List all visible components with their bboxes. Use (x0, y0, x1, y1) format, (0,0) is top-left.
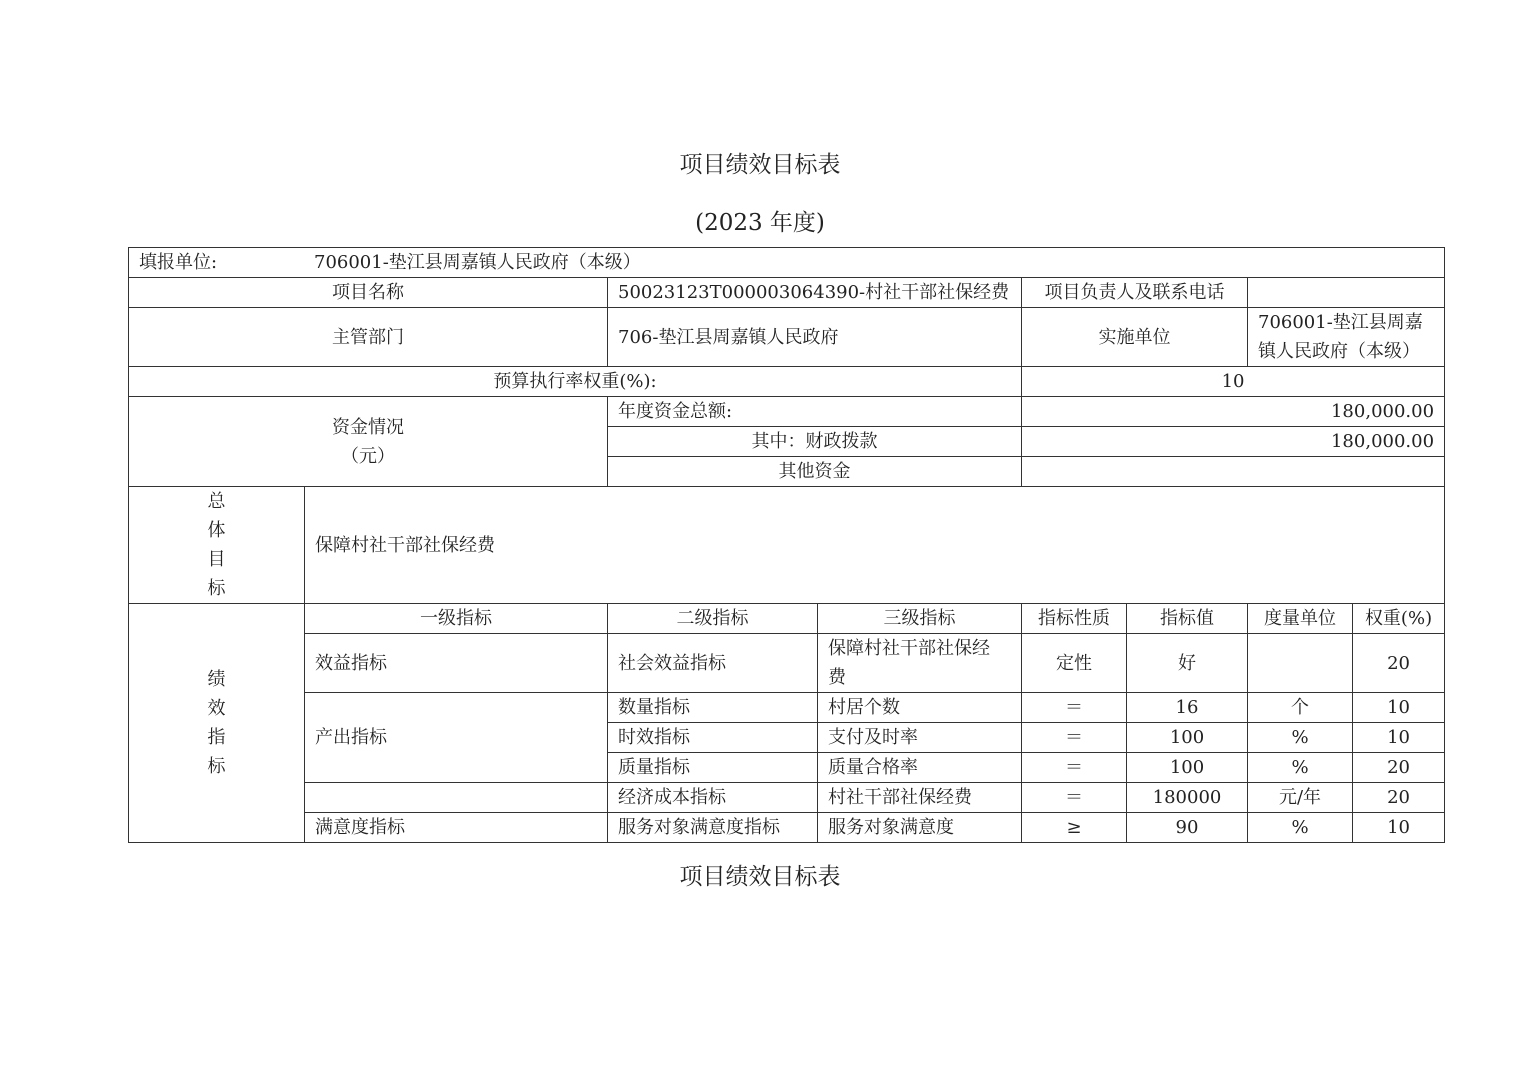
satisfaction-level1: 满意度指标 (305, 813, 608, 843)
output-weight: 10 (1353, 693, 1445, 723)
benefit-nature: 定性 (1022, 634, 1127, 693)
output-level2: 数量指标 (608, 693, 818, 723)
goal-label-char: 体 (207, 520, 226, 541)
output-level2: 质量指标 (608, 753, 818, 783)
funds-total-row (129, 397, 1445, 427)
benefit-level3-line-2: 费 (828, 667, 846, 688)
benefit-level2: 社会效益指标 (608, 634, 818, 693)
impl-value (1248, 308, 1445, 367)
output-nature: ＝ (1022, 693, 1127, 723)
output-nature: ＝ (1022, 723, 1127, 753)
output-unit: 个 (1248, 693, 1353, 723)
unit-cell (129, 248, 1445, 278)
output-weight: 10 (1353, 723, 1445, 753)
goal-label (129, 487, 305, 604)
output-unit: % (1248, 723, 1353, 753)
funds-label (129, 397, 608, 487)
page-title: 项目绩效目标表 (679, 152, 841, 178)
indicators-label-char: 绩 (207, 669, 226, 690)
header-level2: 二级指标 (608, 604, 818, 634)
funds-other-value (1022, 457, 1445, 487)
output-value: 100 (1127, 723, 1248, 753)
unit-label: 填报单位: (139, 252, 218, 273)
impl-value-line-1: 706001-垫江县周嘉 (1258, 312, 1423, 333)
output-unit: % (1248, 753, 1353, 783)
cost-row (129, 783, 1445, 813)
contact-value (1248, 278, 1445, 308)
header-level3: 三级指标 (818, 604, 1022, 634)
next-page-title: 项目绩效目标表 (679, 864, 841, 890)
satisfaction-unit: % (1248, 813, 1353, 843)
cost-level1 (305, 783, 608, 813)
project-name-label: 项目名称 (129, 278, 608, 308)
output-nature: ＝ (1022, 753, 1127, 783)
budget-rate-label: 预算执行率权重(%): (129, 367, 1022, 397)
indicator-header-row (129, 604, 1445, 634)
page-subtitle: (2023 年度) (695, 210, 825, 236)
output-level3: 质量合格率 (818, 753, 1022, 783)
budget-rate-value: 10 (1022, 367, 1445, 397)
benefit-unit (1248, 634, 1353, 693)
benefit-level1: 效益指标 (305, 634, 608, 693)
satisfaction-nature: ≥ (1022, 813, 1127, 843)
output-level3: 村居个数 (818, 693, 1022, 723)
satisfaction-weight: 10 (1353, 813, 1445, 843)
performance-table (128, 247, 1445, 843)
cost-level2: 经济成本指标 (608, 783, 818, 813)
header-value: 指标值 (1127, 604, 1248, 634)
output-value: 100 (1127, 753, 1248, 783)
indicators-label-char: 效 (207, 698, 226, 719)
output-value: 16 (1127, 693, 1248, 723)
indicators-label-char: 标 (207, 756, 226, 777)
satisfaction-row (129, 813, 1445, 843)
cost-unit: 元/年 (1248, 783, 1353, 813)
budget-rate-row (129, 367, 1445, 397)
funds-fiscal-label: 其中：财政拨款 (608, 427, 1022, 457)
output-level2: 时效指标 (608, 723, 818, 753)
funds-label-line-2: （元） (341, 445, 395, 467)
benefit-level3-line-1: 保障村社干部社保经 (828, 638, 990, 659)
impl-label: 实施单位 (1022, 308, 1248, 367)
funds-other-label: 其他资金 (608, 457, 1022, 487)
funds-label-line-1: 资金情况 (332, 416, 404, 438)
output-level3: 支付及时率 (818, 723, 1022, 753)
benefit-row (129, 634, 1445, 693)
contact-label: 项目负责人及联系电话 (1022, 278, 1248, 308)
dept-label: 主管部门 (129, 308, 608, 367)
header-weight: 权重(%) (1353, 604, 1445, 634)
header-level1: 一级指标 (305, 604, 608, 634)
goal-text: 保障村社干部社保经费 (305, 487, 1445, 604)
indicators-label (129, 604, 305, 843)
benefit-value: 好 (1127, 634, 1248, 693)
satisfaction-level3: 服务对象满意度 (818, 813, 1022, 843)
impl-value-line-2: 镇人民政府（本级） (1258, 341, 1420, 362)
output-row (129, 693, 1445, 723)
goal-row (129, 487, 1445, 604)
cost-level3: 村社干部社保经费 (818, 783, 1022, 813)
unit-row (129, 248, 1445, 278)
benefit-weight: 20 (1353, 634, 1445, 693)
funds-total-value: 180,000.00 (1022, 397, 1445, 427)
project-name-value: 50023123T000003064390-村社干部社保经费 (608, 278, 1022, 308)
project-name-row (129, 278, 1445, 308)
satisfaction-level2: 服务对象满意度指标 (608, 813, 818, 843)
funds-fiscal-value: 180,000.00 (1022, 427, 1445, 457)
cost-nature: ＝ (1022, 783, 1127, 813)
goal-label-char: 标 (207, 578, 226, 599)
goal-label-char: 目 (207, 549, 226, 570)
benefit-level3 (818, 634, 1022, 693)
funds-total-label: 年度资金总额: (608, 397, 1022, 427)
output-level1: 产出指标 (305, 693, 608, 783)
indicators-label-char: 指 (207, 727, 226, 748)
dept-value: 706-垫江县周嘉镇人民政府 (608, 308, 1022, 367)
dept-row (129, 308, 1445, 367)
header-nature: 指标性质 (1022, 604, 1127, 634)
unit-value: 706001-垫江县周嘉镇人民政府（本级） (314, 252, 641, 273)
cost-weight: 20 (1353, 783, 1445, 813)
output-weight: 20 (1353, 753, 1445, 783)
satisfaction-value: 90 (1127, 813, 1248, 843)
cost-value: 180000 (1127, 783, 1248, 813)
goal-label-char: 总 (207, 491, 226, 512)
header-unit: 度量单位 (1248, 604, 1353, 634)
